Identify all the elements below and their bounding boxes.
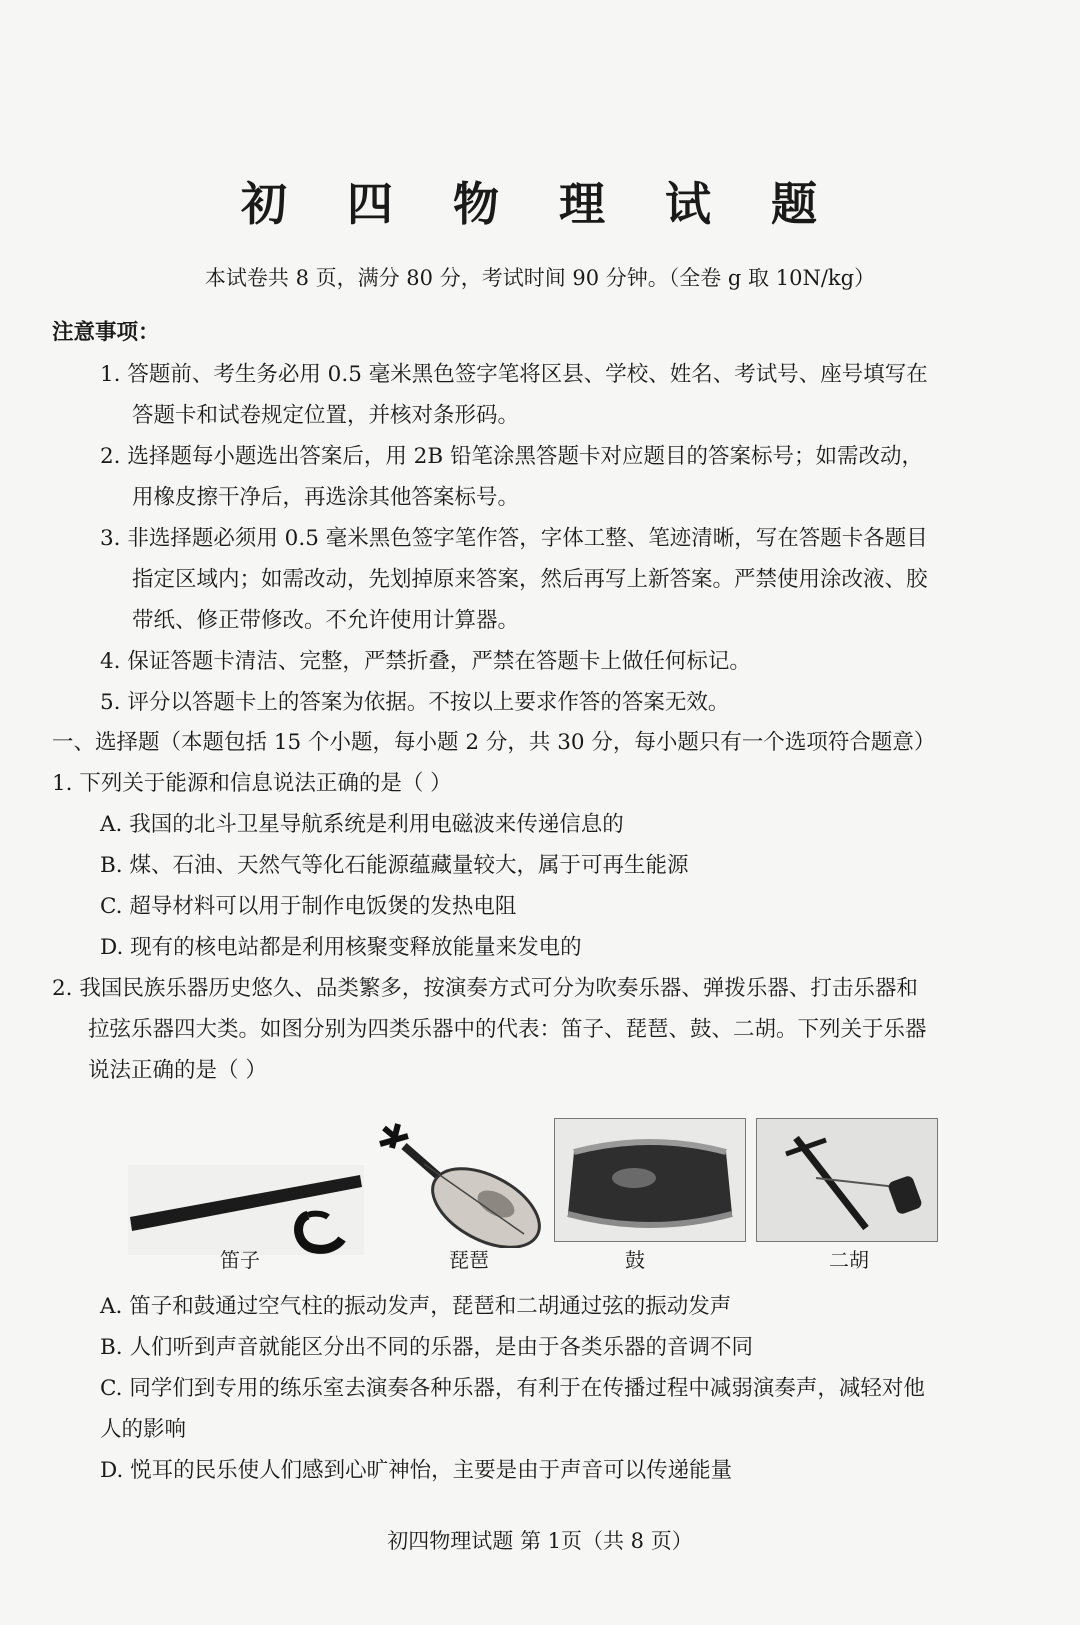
notes-heading: 注意事项： (52, 320, 160, 345)
page-title: 初 四 物 理 试 题 (240, 177, 840, 231)
dizi-image (128, 1165, 364, 1255)
section-heading: 一、选择题（本题包括 15 个小题，每小题 2 分，共 30 分，每小题只有一个选项符合题意） (52, 730, 936, 755)
question-2-stem: 2. 我国民族乐器历史悠久、品类繁多，按演奏方式可分为吹奏乐器、弹拨乐器、打击乐器和 (52, 976, 918, 1001)
note-line: 用橡皮擦干净后，再选涂其他答案标号。 (132, 485, 520, 510)
drum-image (554, 1118, 746, 1242)
caption-drum: 鼓 (625, 1248, 645, 1272)
note-line: 1. 答题前、考生务必用 0.5 毫米黑色签字笔将区县、学校、姓名、考试号、座号填写在 (100, 362, 928, 387)
exam-info: 本试卷共 8 页，满分 80 分，考试时间 90 分钟。（全卷 g 取 10N/kg） (204, 266, 876, 290)
note-line: 5. 评分以答题卡上的答案为依据。不按以上要求作答的答案无效。 (100, 690, 730, 715)
pipa-image (374, 1118, 544, 1248)
question-2-option-d: D. 悦耳的民乐使人们感到心旷神怡，主要是由于声音可以传递能量 (100, 1458, 733, 1483)
note-line: 指定区域内；如需改动，先划掉原来答案，然后再写上新答案。严禁使用涂改液、胶 (132, 567, 928, 592)
question-2-option-a: A. 笛子和鼓通过空气柱的振动发声，琵琶和二胡通过弦的振动发声 (100, 1294, 732, 1319)
question-2-stem: 说法正确的是（ ） (88, 1058, 267, 1083)
caption-erhu: 二胡 (829, 1248, 869, 1272)
question-1-stem: 1. 下列关于能源和信息说法正确的是（ ） (52, 771, 452, 796)
question-2-option-c: C. 同学们到专用的练乐室去演奏各种乐器，有利于在传播过程中减弱演奏声，减轻对他 (100, 1376, 925, 1401)
question-1-option-a: A. 我国的北斗卫星导航系统是利用电磁波来传递信息的 (100, 812, 624, 837)
note-line: 带纸、修正带修改。不允许使用计算器。 (132, 608, 520, 633)
page-footer: 初四物理试题 第 1页（共 8 页） (387, 1529, 693, 1553)
question-1-option-c: C. 超导材料可以用于制作电饭煲的发热电阻 (100, 894, 517, 919)
question-2-option-b: B. 人们听到声音就能区分出不同的乐器，是由于各类乐器的音调不同 (100, 1335, 753, 1360)
note-line: 答题卡和试卷规定位置，并核对条形码。 (132, 403, 520, 428)
question-2-option-c-cont: 人的影响 (100, 1417, 187, 1442)
caption-dizi: 笛子 (220, 1248, 260, 1272)
question-2-stem: 拉弦乐器四大类。如图分别为四类乐器中的代表：笛子、琵琶、鼓、二胡。下列关于乐器 (88, 1017, 927, 1042)
note-line: 3. 非选择题必须用 0.5 毫米黑色签字笔作答，字体工整、笔迹清晰，写在答题卡各题目 (100, 526, 928, 551)
erhu-image (756, 1118, 938, 1242)
note-line: 2. 选择题每小题选出答案后，用 2B 铅笔涂黑答题卡对应题目的答案标号；如需改动， (100, 444, 923, 469)
question-1-option-d: D. 现有的核电站都是利用核聚变释放能量来发电的 (100, 935, 582, 960)
question-1-option-b: B. 煤、石油、天然气等化石能源蕴藏量较大，属于可再生能源 (100, 853, 689, 878)
note-line: 4. 保证答题卡清洁、完整，严禁折叠，严禁在答题卡上做任何标记。 (100, 649, 751, 674)
caption-pipa: 琵琶 (449, 1248, 489, 1272)
